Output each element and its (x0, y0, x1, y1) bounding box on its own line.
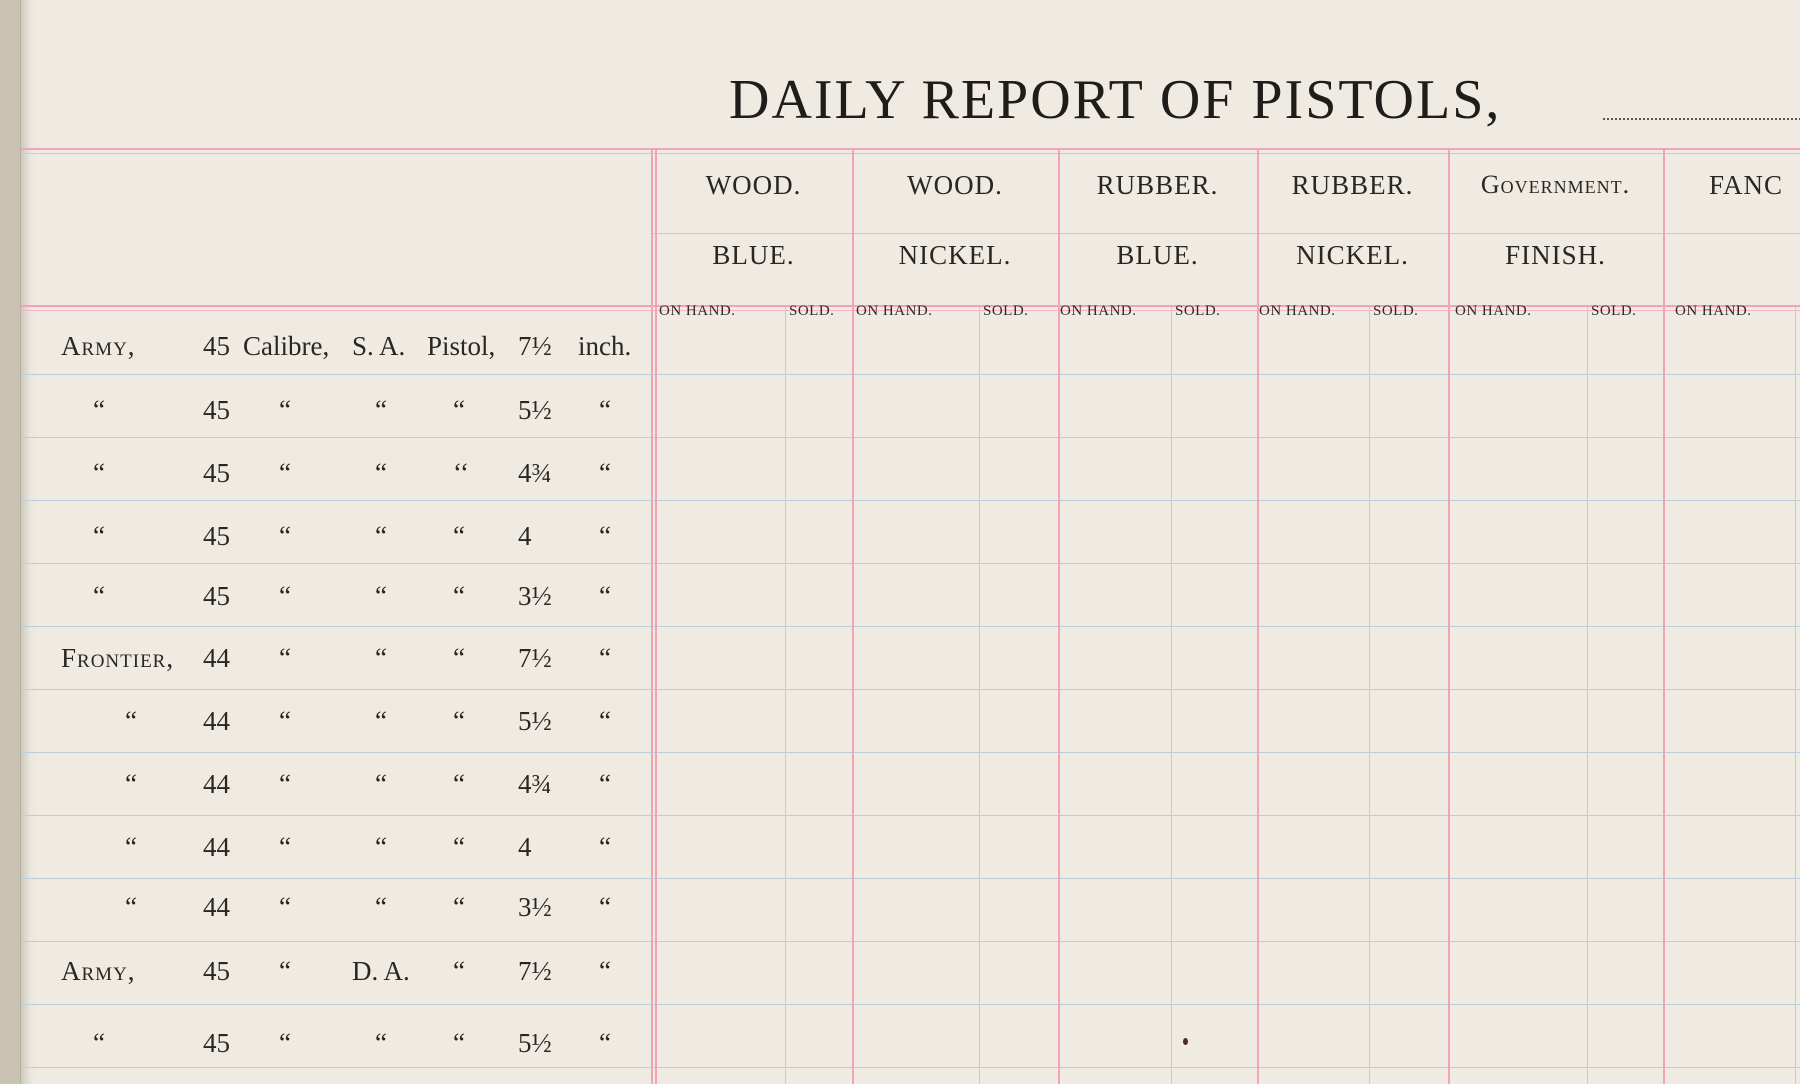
col-5-grip: Government. (1480, 170, 1631, 199)
row-type: “ (453, 956, 465, 986)
row-calibre-label: “ (279, 643, 291, 673)
row-calibre-label: “ (279, 1028, 291, 1058)
row-type: “ (453, 706, 465, 736)
row-action: “ (375, 458, 387, 488)
row-calibre: 45 (203, 331, 230, 361)
row-type: Pistol, (427, 331, 496, 361)
row-type: ‘‘ (453, 458, 469, 488)
row-model: “ (93, 521, 105, 551)
row-length: 4 (518, 521, 532, 551)
on-hand-label-5: ON HAND. (1455, 303, 1532, 319)
col-1-finish: BLUE. (712, 240, 795, 270)
row-unit: “ (599, 832, 611, 862)
row-calibre: 45 (203, 956, 230, 986)
row-type: “ (453, 395, 465, 425)
sold-divider-2 (979, 307, 980, 1084)
col-4-finish: NICKEL. (1296, 240, 1409, 270)
col-3-grip: RUBBER. (1096, 170, 1219, 200)
row-calibre-label: “ (279, 581, 291, 611)
sold-label-5: SOLD. (1591, 303, 1637, 319)
row-rule (21, 878, 1800, 879)
on-hand-label-1: ON HAND. (659, 303, 736, 319)
col-6-grip: FANC (1709, 170, 1784, 200)
row-rule (21, 374, 1800, 375)
col-2-finish: NICKEL. (898, 240, 1012, 270)
report-title: DAILY REPORT OF PISTOLS, (729, 69, 1502, 131)
row-calibre: 44 (203, 769, 230, 799)
row-unit: “ (599, 521, 611, 551)
row-rule (21, 437, 1800, 438)
sold-divider-1 (785, 307, 786, 1084)
table-row (21, 958, 661, 998)
table-row (21, 583, 661, 623)
row-calibre-label: “ (279, 892, 291, 922)
row-calibre-label: “ (279, 832, 291, 862)
table-row (21, 771, 661, 811)
col-divider-1 (852, 148, 854, 1084)
row-calibre: 45 (203, 521, 230, 551)
row-unit: “ (599, 643, 611, 673)
row-model: “ (125, 706, 137, 736)
row-rule (21, 1004, 1800, 1005)
col-divider-4 (1448, 148, 1450, 1084)
row-unit: “ (599, 956, 611, 986)
table-row (21, 333, 661, 373)
row-calibre: 45 (203, 458, 230, 488)
on-hand-label-6: ON HAND. (1675, 303, 1752, 319)
row-action: “ (375, 581, 387, 611)
row-calibre: 44 (203, 892, 230, 922)
row-unit: “ (599, 769, 611, 799)
row-type: “ (453, 832, 465, 862)
sold-divider-5 (1587, 307, 1588, 1084)
row-rule (21, 941, 1800, 942)
row-action: “ (375, 892, 387, 922)
header-top-rule (21, 148, 1800, 150)
row-length: 5½ (518, 395, 552, 425)
row-length: 7½ (518, 956, 552, 986)
row-action: “ (375, 643, 387, 673)
row-rule (21, 563, 1800, 564)
row-unit: “ (599, 581, 611, 611)
header-mid-rule (651, 233, 1800, 234)
row-rule (21, 500, 1800, 501)
row-calibre-label: Calibre, (243, 331, 330, 361)
row-length: 7½ (518, 643, 552, 673)
on-hand-label-2: ON HAND. (856, 303, 933, 319)
row-action: D. A. (352, 956, 410, 986)
row-length: 7½ (518, 331, 552, 361)
header-top-rule-2 (21, 153, 1800, 154)
row-calibre: 45 (203, 1028, 230, 1058)
sold-label-2: SOLD. (983, 303, 1029, 319)
row-length: 3½ (518, 581, 552, 611)
col-divider-2 (1058, 148, 1060, 1084)
sold-divider-3 (1171, 307, 1172, 1084)
row-model: “ (125, 892, 137, 922)
col-1-grip: WOOD. (705, 170, 802, 200)
row-calibre-label: “ (279, 706, 291, 736)
row-calibre: 45 (203, 581, 230, 611)
sold-divider-6 (1795, 307, 1796, 1084)
row-model: Army, (61, 331, 136, 361)
row-calibre: 44 (203, 643, 230, 673)
sold-label-4: SOLD. (1373, 303, 1419, 319)
row-rule (21, 626, 1800, 627)
row-type: “ (453, 892, 465, 922)
row-calibre: 44 (203, 706, 230, 736)
table-row (21, 645, 661, 685)
table-row (21, 397, 661, 437)
row-type: “ (453, 643, 465, 673)
row-action: S. A. (352, 331, 406, 361)
col-2-grip: WOOD. (907, 170, 1003, 200)
row-action: “ (375, 1028, 387, 1058)
row-model: “ (93, 458, 105, 488)
table-row (21, 460, 661, 500)
row-model: Frontier, (61, 643, 175, 673)
row-unit: “ (599, 706, 611, 736)
table-row (21, 523, 661, 563)
row-type: “ (453, 581, 465, 611)
row-action: “ (375, 706, 387, 736)
row-length: 5½ (518, 1028, 552, 1058)
col-3-finish: BLUE. (1116, 240, 1199, 270)
table-row (21, 1030, 661, 1070)
row-calibre-label: “ (279, 521, 291, 551)
row-action: “ (375, 395, 387, 425)
row-length: 4 (518, 832, 532, 862)
sold-divider-4 (1369, 307, 1370, 1084)
row-rule (21, 752, 1800, 753)
row-unit: “ (599, 395, 611, 425)
row-rule (21, 815, 1800, 816)
row-unit: inch. (578, 331, 632, 361)
row-type: “ (453, 769, 465, 799)
col-divider-3 (1257, 148, 1259, 1084)
table-row (21, 708, 661, 748)
row-action: “ (375, 832, 387, 862)
row-length: 5½ (518, 706, 552, 736)
sold-label-3: SOLD. (1175, 303, 1221, 319)
row-type: “ (453, 521, 465, 551)
row-rule (21, 689, 1800, 690)
row-unit: “ (599, 1028, 611, 1058)
on-hand-label-4: ON HAND. (1259, 303, 1336, 319)
row-action: “ (375, 769, 387, 799)
row-model: Army, (61, 956, 136, 986)
row-model: “ (125, 769, 137, 799)
row-model: “ (93, 395, 105, 425)
row-calibre: 44 (203, 832, 230, 862)
row-action: “ (375, 521, 387, 551)
table-row (21, 894, 661, 934)
row-model: “ (125, 832, 137, 862)
col-4-grip: RUBBER. (1291, 170, 1414, 200)
sold-label-1: SOLD. (789, 303, 835, 319)
row-length: 4¾ (518, 458, 552, 488)
ledger-page (20, 0, 1800, 1084)
row-calibre-label: “ (279, 395, 291, 425)
row-unit: “ (599, 458, 611, 488)
col-divider-5 (1663, 148, 1665, 1084)
on-hand-label-3: ON HAND. (1060, 303, 1137, 319)
row-unit: “ (599, 892, 611, 922)
ink-spot (1183, 1038, 1188, 1045)
table-row (21, 834, 661, 874)
row-calibre-label: “ (279, 458, 291, 488)
row-calibre-label: “ (279, 956, 291, 986)
row-calibre-label: “ (279, 769, 291, 799)
row-length: 4¾ (518, 769, 552, 799)
row-length: 3½ (518, 892, 552, 922)
col-5-finish: FINISH. (1505, 240, 1606, 270)
row-model: “ (93, 581, 105, 611)
date-fill-line (1603, 118, 1800, 120)
row-model: “ (93, 1028, 105, 1058)
row-calibre: 45 (203, 395, 230, 425)
row-type: “ (453, 1028, 465, 1058)
